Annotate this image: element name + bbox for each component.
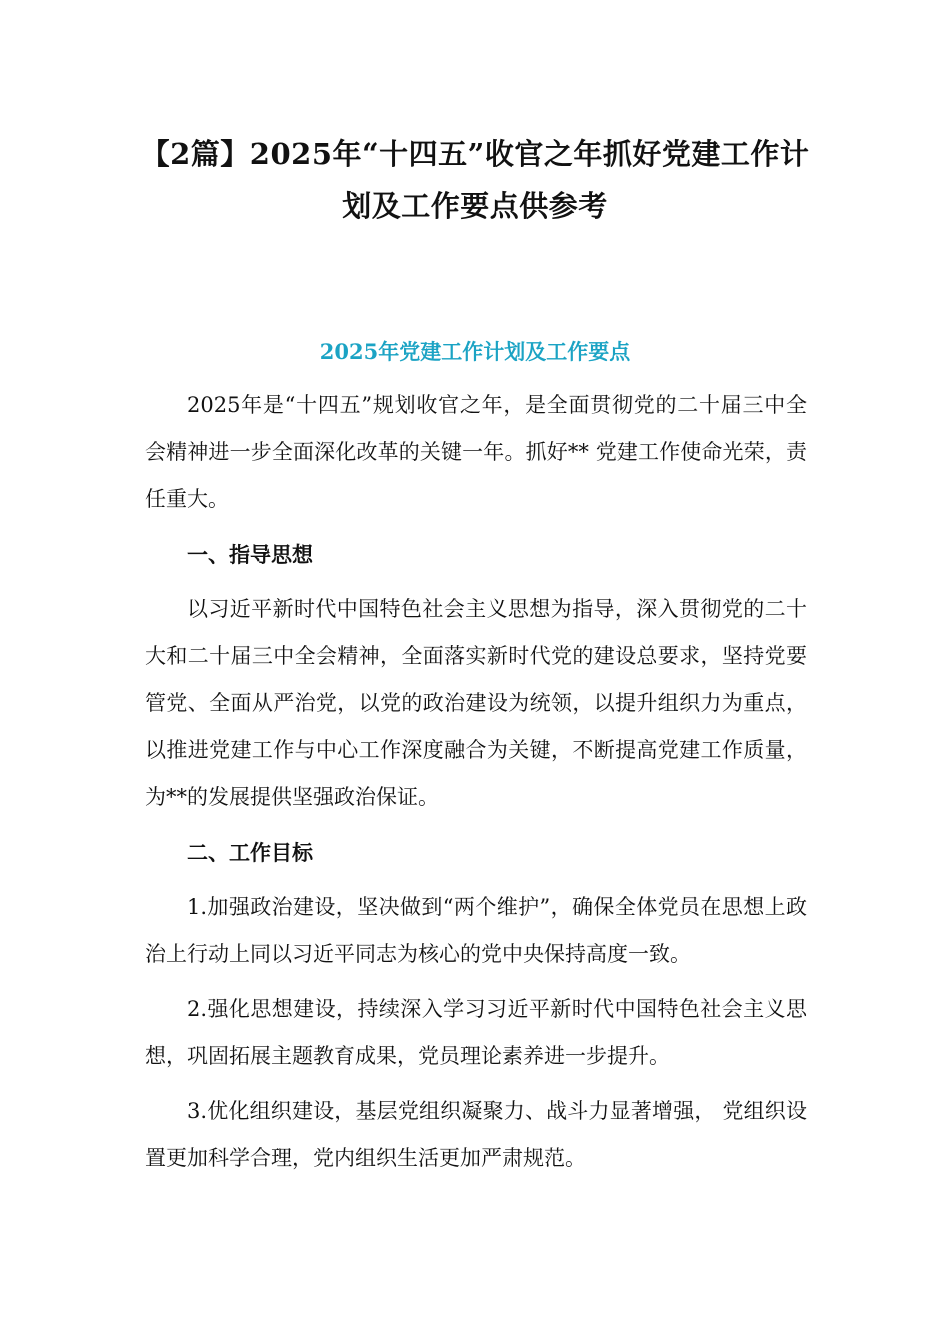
document-title: 【2篇】2025年“十四五”收官之年抓好党建工作计划及工作要点供参考: [140, 137, 810, 223]
intro-paragraph: 2025年是“十四五”规划收官之年，是全面贯彻党的二十届三中全会精神进一步全面深化改革的关键一年。抓好** 党建工作使命光荣，责任重大。: [145, 393, 807, 511]
goal-item-1: 1.加强政治建设，坚决做到“两个维护”，确保全体党员在思想上政治上行动上同以习近平同志为核心的党中央保持高度一致。: [145, 895, 807, 966]
goal-item-3: 3.优化组织建设，基层党组织凝聚力、战斗力显著增强， 党组织设置更加科学合理，党内组织生活更加严肃规范。: [145, 1099, 807, 1170]
guiding-ideology-paragraph: 以习近平新时代中国特色社会主义思想为指导，深入贯彻党的二十大和二十届三中全会精神，全面落实新时代党的建设总要求，坚持党要管党、全面从严治党，以党的政治建设为统领，以提升组织力为重点，以推进党建工作与中心工作深度融合为关键，不断提高党建工作质量，为**的发展提供坚强政治保证。: [145, 597, 807, 809]
section-heading-work-goals: 二、工作目标: [187, 840, 313, 865]
document-subtitle: 2025年党建工作计划及工作要点: [319, 339, 631, 364]
goal-item-2: 2.强化思想建设，持续深入学习习近平新时代中国特色社会主义思想，巩固拓展主题教育成果，党员理论素养进一步提升。: [145, 997, 807, 1068]
document-body: [145, 382, 807, 1190]
section-heading-guiding-ideology: 一、指导思想: [187, 542, 313, 567]
